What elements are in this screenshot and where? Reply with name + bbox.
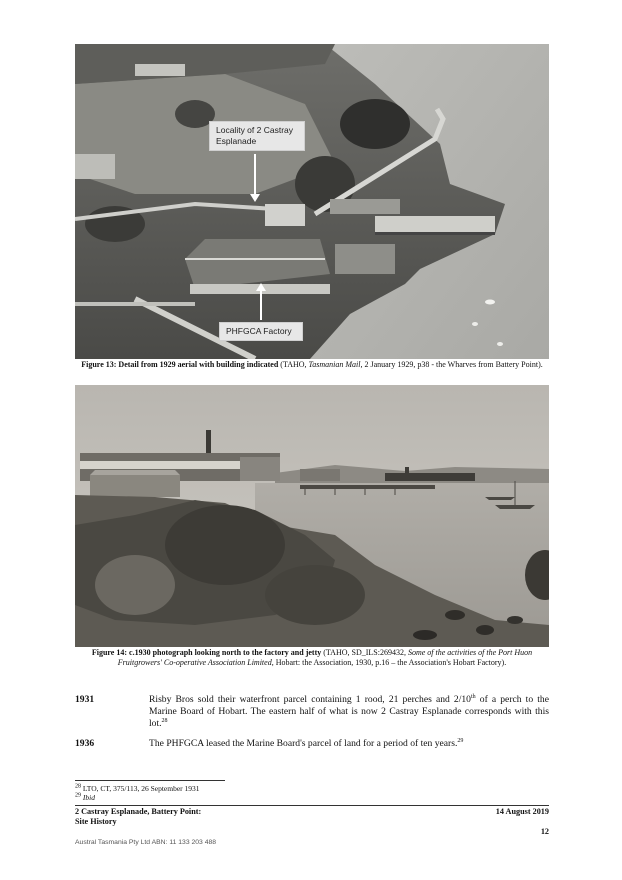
timeline-text-body: The PHFGCA leased the Marine Board's parcel of land for a period of ten years. bbox=[149, 738, 458, 749]
figure-13-caption-pre: (TAHO, bbox=[278, 360, 309, 369]
timeline-year: 1931 bbox=[75, 694, 95, 705]
figure-13-caption-italic: Tasmanian Mail bbox=[308, 360, 361, 369]
footnote-text: Ibid bbox=[82, 793, 95, 802]
figure-14-caption-post: , Hobart: the Association, 1930, p.16 – the Association's Hobart Factory). bbox=[271, 658, 507, 667]
footer-title bbox=[75, 807, 201, 827]
timeline-text-b: of a perch to the Marine Board of Hobart. The eastern half of what is now 2 Castray Esplanade corresponds with this lot. bbox=[149, 694, 549, 729]
locality-label: Locality of 2 Castray Esplanade bbox=[209, 121, 305, 151]
footnote-28 bbox=[75, 784, 200, 793]
footnote-ref[interactable]: 28 bbox=[161, 717, 168, 724]
factory-photo-illustration bbox=[75, 385, 549, 647]
factory-label: PHFGCA Factory bbox=[219, 322, 303, 341]
footer-title-line1: 2 Castray Esplanade, Battery Point: bbox=[75, 807, 202, 816]
footnote-text: LTO, CT, 375/113, 26 September 1931 bbox=[81, 784, 200, 793]
figure-14-caption bbox=[75, 648, 549, 668]
page-number: 12 bbox=[540, 827, 549, 836]
figure-14-caption-italic: Some of the activities of the Port Huon Fruitgrowers' Co-operative Association Limited bbox=[117, 648, 533, 667]
ordinal-superscript: th bbox=[470, 693, 476, 700]
footer-date: 14 August 2019 bbox=[495, 807, 549, 816]
figure-14-caption-bold: Figure 14: c.1930 photograph looking north to the factory and jetty bbox=[91, 648, 322, 657]
company-info: Austral Tasmania Pty Ltd ABN: 11 133 203 488 bbox=[75, 839, 217, 846]
footnote-number: 29 bbox=[75, 792, 81, 799]
figure-13-caption-post: , 2 January 1929, p38 - the Wharves from Battery Point). bbox=[360, 360, 543, 369]
timeline-text bbox=[149, 694, 549, 730]
footnote-ref[interactable]: 29 bbox=[457, 737, 464, 744]
aerial-photo-illustration bbox=[75, 44, 549, 359]
footnote-number: 28 bbox=[75, 783, 81, 790]
timeline-text-a: Risby Bros sold their waterfront parcel containing 1 rood, 21 perches and 2/10 bbox=[149, 694, 471, 705]
footer-title-line2: Site History bbox=[75, 817, 117, 826]
figure-14-caption-pre: (TAHO, SD_ILS:269432, bbox=[321, 648, 408, 657]
figure-13-caption bbox=[75, 360, 549, 370]
footer-divider bbox=[75, 805, 549, 806]
timeline-text bbox=[149, 738, 549, 750]
aerial-photo-1929 bbox=[75, 44, 549, 359]
footnote-divider bbox=[75, 780, 225, 781]
timeline-year: 1936 bbox=[75, 738, 95, 749]
footnote-29 bbox=[75, 793, 95, 802]
photo-1930-factory-jetty bbox=[75, 385, 549, 647]
figure-13-caption-bold: Figure 13: Detail from 1929 aerial with building indicated bbox=[81, 360, 279, 369]
